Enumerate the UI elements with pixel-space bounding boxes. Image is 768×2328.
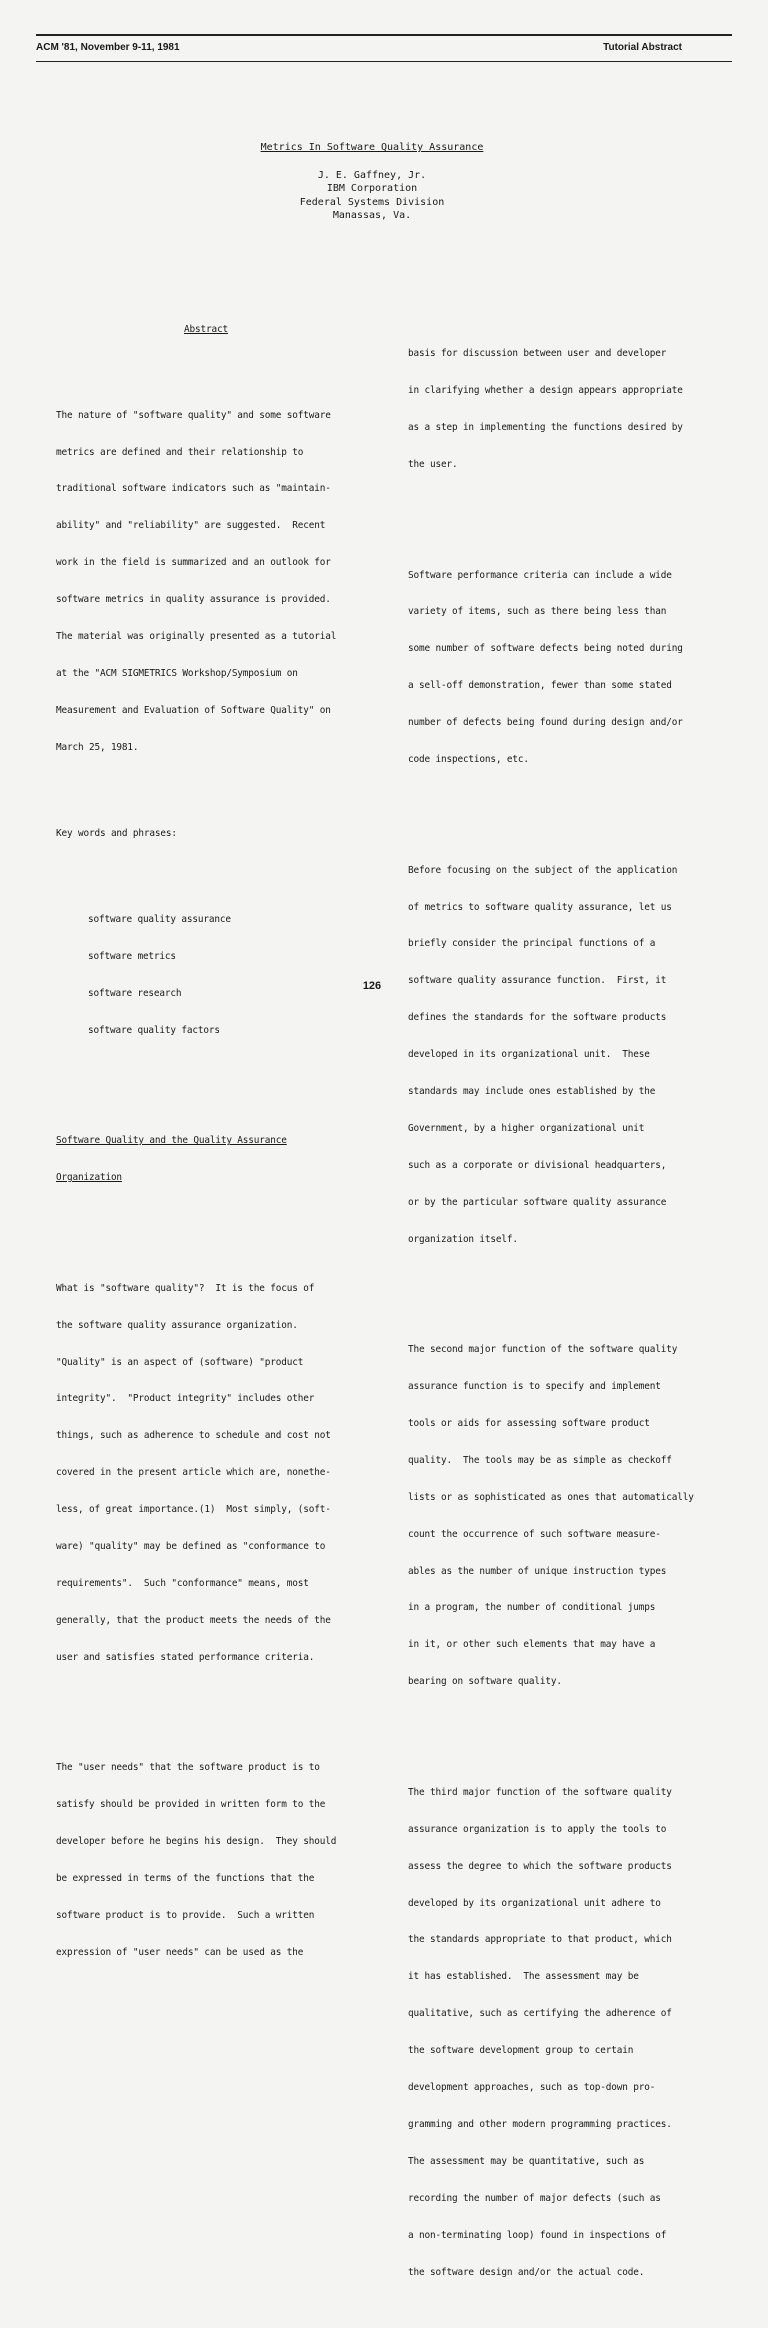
abstract-heading: Abstract bbox=[184, 323, 228, 335]
author-affiliation: IBM Corporation bbox=[326, 183, 418, 195]
text-line: in a program, the number of conditional jumps bbox=[408, 1602, 656, 1614]
text-line: a sell-off demonstration, fewer than some stated bbox=[408, 680, 672, 692]
author-division: Federal Systems Division bbox=[299, 196, 445, 208]
paper-title: Metrics In Software Quality Assurance bbox=[260, 142, 484, 153]
text-line: be expressed in terms of the functions that the bbox=[56, 1873, 315, 1884]
keyword-item: software research bbox=[88, 987, 182, 999]
text-line: the software design and/or the actual code. bbox=[408, 2266, 645, 2278]
text-line: bearing on software quality. bbox=[408, 1676, 562, 1688]
text-line: lists or as sophisticated as ones that automatically bbox=[408, 1491, 694, 1503]
text-line: covered in the present article which are, nonethe- bbox=[56, 1467, 331, 1479]
text-line: at the "ACM SIGMETRICS Workshop/Symposium on bbox=[56, 667, 298, 679]
text-line: briefly consider the principal functions of a bbox=[408, 938, 656, 950]
text-line: ability" and "reliability" are suggested. Recent bbox=[56, 520, 326, 532]
text-line: "Quality" is an aspect of (software) "product bbox=[56, 1356, 304, 1368]
text-line: The material was originally presented as a tutorial bbox=[56, 631, 337, 643]
text-line: developed in its organizational unit. These bbox=[408, 1049, 650, 1061]
text-line: generally, that the product meets the needs of the bbox=[56, 1614, 331, 1626]
text-line: gramming and other modern programming practices. bbox=[408, 2118, 672, 2130]
section-heading-line: Software Quality and the Quality Assurance bbox=[56, 1135, 287, 1147]
paragraph-performance-criteria bbox=[408, 545, 738, 791]
text-line: quality. The tools may be as simple as checkoff bbox=[408, 1454, 672, 1466]
text-line: number of defects being found during design and/or bbox=[408, 717, 683, 729]
text-line: organization itself. bbox=[408, 1233, 518, 1245]
keyword-list bbox=[56, 889, 356, 1061]
text-line: The "user needs" that the software product is to bbox=[56, 1762, 320, 1774]
text-line: user and satisfies stated performance criteria. bbox=[56, 1651, 315, 1663]
text-line: the standards appropriate to that product, which bbox=[408, 1934, 672, 1946]
text-line: or by the particular software quality assurance bbox=[408, 1196, 667, 1208]
text-line: integrity". "Product integrity" includes other bbox=[56, 1393, 315, 1405]
text-line: defines the standards for the software products bbox=[408, 1012, 667, 1024]
page-number: 126 bbox=[362, 980, 382, 992]
text-line: The assessment may be quantitative, such as bbox=[408, 2155, 645, 2167]
text-line: metrics are defined and their relationship to bbox=[56, 446, 304, 458]
text-line: software quality assurance function. First, it bbox=[408, 975, 667, 987]
section-heading-line: Organization bbox=[56, 1172, 122, 1184]
text-line: in it, or other such elements that may have a bbox=[408, 1639, 656, 1651]
text-line: it has established. The assessment may be bbox=[408, 1971, 639, 1983]
text-line: developed by its organizational unit adhere to bbox=[408, 1897, 661, 1909]
text-line: tools or aids for assessing software product bbox=[408, 1418, 650, 1430]
text-line: software product is to provide. Such a written bbox=[56, 1909, 315, 1921]
text-line: requirements". Such "conformance" means, most bbox=[56, 1577, 309, 1589]
header-rule-bottom bbox=[36, 61, 732, 62]
article-type-header: Tutorial Abstract bbox=[603, 42, 682, 53]
text-line: development approaches, such as top-down pro- bbox=[408, 2082, 656, 2094]
right-column bbox=[408, 299, 738, 2328]
abstract-paragraph bbox=[56, 385, 356, 779]
keywords-label: Key words and phrases: bbox=[56, 827, 177, 839]
text-line: variety of items, such as there being less than bbox=[408, 606, 667, 618]
text-line: ables as the number of unique instruction types bbox=[408, 1565, 667, 1577]
text-line: expression of "user needs" can be used as the bbox=[56, 1946, 304, 1958]
text-line: basis for discussion between user and developer bbox=[408, 348, 667, 360]
left-column bbox=[56, 299, 356, 2008]
text-line: some number of software defects being noted during bbox=[408, 643, 683, 655]
text-line: The second major function of the software quality bbox=[408, 1344, 678, 1356]
text-line: things, such as adherence to schedule and cost not bbox=[56, 1430, 331, 1442]
text-line: Before focusing on the subject of the application bbox=[408, 864, 678, 876]
text-line: work in the field is summarized and an outlook for bbox=[56, 557, 331, 569]
author-block bbox=[0, 169, 744, 222]
text-line: qualitative, such as certifying the adherence of bbox=[408, 2008, 672, 2020]
text-line: the user. bbox=[408, 458, 458, 470]
text-line: ware) "quality" may be defined as "conformance to bbox=[56, 1540, 326, 1552]
text-line: The nature of "software quality" and some software bbox=[56, 409, 331, 421]
text-line: Software performance criteria can include a wide bbox=[408, 569, 672, 581]
text-line: Government, by a higher organizational unit bbox=[408, 1122, 645, 1134]
text-line: the software quality assurance organization. bbox=[56, 1319, 298, 1331]
text-line: recording the number of major defects (such as bbox=[408, 2192, 661, 2204]
text-line: assess the degree to which the software products bbox=[408, 1860, 672, 1872]
text-line: a non-terminating loop) found in inspections of bbox=[408, 2229, 667, 2241]
keyword-item: software quality factors bbox=[88, 1024, 220, 1036]
text-line: traditional software indicators such as "maintain- bbox=[56, 483, 331, 495]
section-heading bbox=[56, 1111, 356, 1209]
author-name: J. E. Gaffney, Jr. bbox=[317, 170, 427, 181]
text-line: less, of great importance.(1) Most simply, (soft- bbox=[56, 1504, 331, 1516]
keyword-item: software metrics bbox=[88, 950, 176, 962]
text-line: The third major function of the software quality bbox=[408, 1786, 672, 1798]
text-line: assurance function is to specify and implement bbox=[408, 1381, 661, 1393]
text-line: count the occurrence of such software measure- bbox=[408, 1528, 661, 1540]
text-line: in clarifying whether a design appears appropriate bbox=[408, 385, 683, 397]
user-needs-paragraph bbox=[56, 1738, 356, 1984]
quality-paragraph bbox=[56, 1258, 356, 1688]
text-line: as a step in implementing the functions desired by bbox=[408, 421, 683, 433]
paragraph-third-function bbox=[408, 1762, 738, 2303]
text-line: software metrics in quality assurance is provided. bbox=[56, 594, 331, 606]
text-line: What is "software quality"? It is the focus of bbox=[56, 1282, 315, 1294]
text-line: March 25, 1981. bbox=[56, 741, 139, 753]
paragraph-discussion-basis bbox=[408, 324, 738, 496]
paragraph-second-function bbox=[408, 1320, 738, 1714]
text-line: such as a corporate or divisional headquarters, bbox=[408, 1159, 667, 1171]
conference-header: ACM '81, November 9-11, 1981 bbox=[36, 42, 180, 53]
paragraph-principal-functions bbox=[408, 840, 738, 1270]
text-line: Measurement and Evaluation of Software Quality" on bbox=[56, 704, 331, 716]
keyword-item: software quality assurance bbox=[88, 913, 231, 925]
text-line: satisfy should be provided in written form to the bbox=[56, 1799, 326, 1811]
text-line: the software development group to certain bbox=[408, 2045, 634, 2057]
text-line: assurance organization is to apply the tools to bbox=[408, 1823, 667, 1835]
text-line: standards may include ones established by the bbox=[408, 1086, 656, 1097]
text-line: of metrics to software quality assurance, let us bbox=[408, 901, 672, 913]
header-rule-top bbox=[36, 34, 732, 36]
author-location: Manassas, Va. bbox=[332, 209, 412, 221]
text-line: developer before he begins his design. They should bbox=[56, 1836, 337, 1848]
text-line: code inspections, etc. bbox=[408, 753, 529, 765]
